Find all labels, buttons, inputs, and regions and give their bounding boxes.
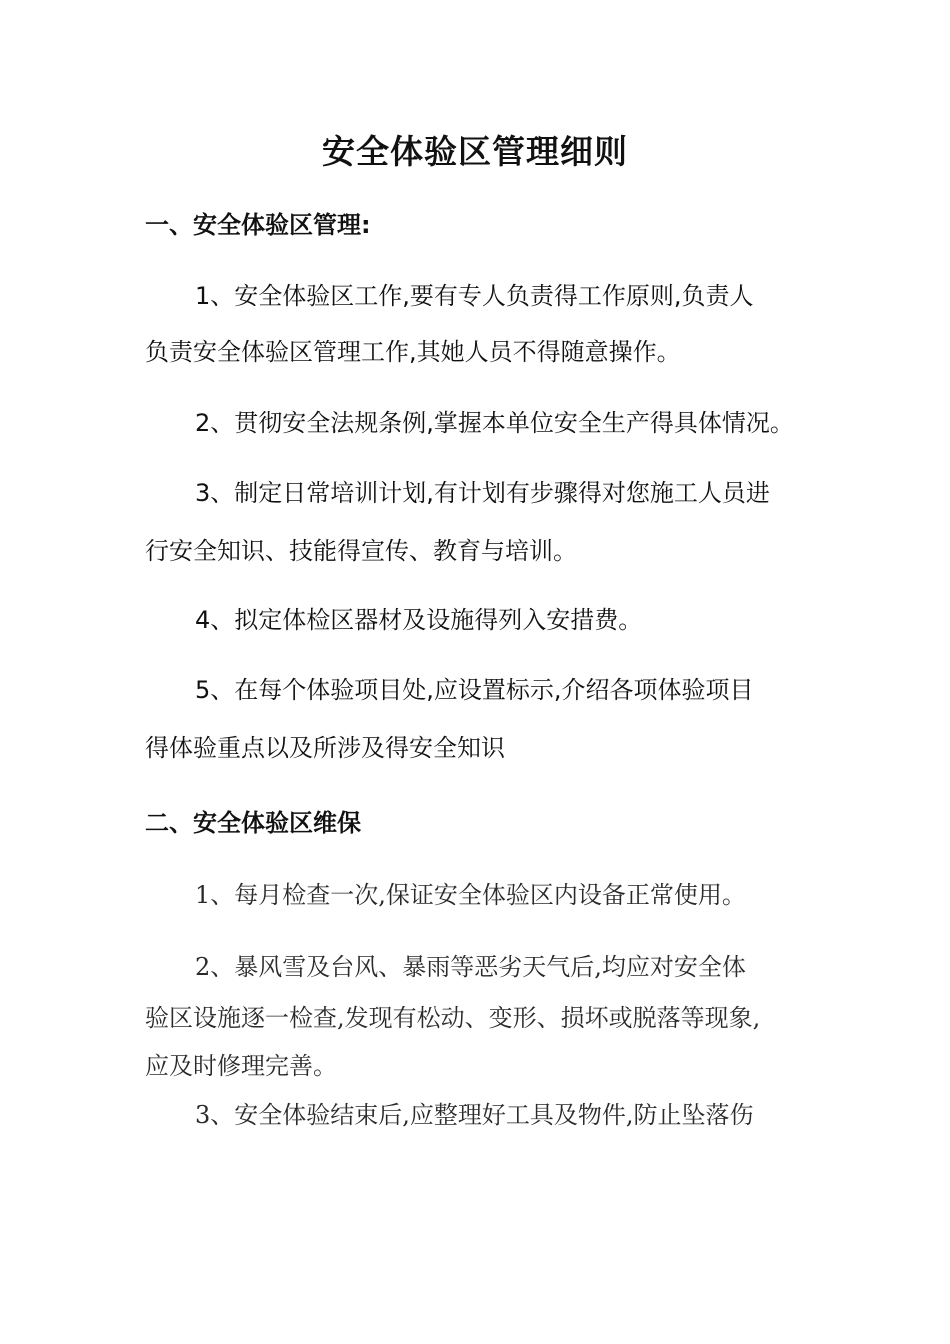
paragraph-line: 1、每月检查一次,保证安全体验区内设备正常使用。	[195, 881, 746, 909]
page-title: 安全体验区管理细则	[322, 132, 628, 171]
paragraph-line: 验区设施逐一检查,发现有松动、变形、损坏或脱落等现象,	[145, 1004, 761, 1032]
paragraph-line: 2、贯彻安全法规条例,掌握本单位安全生产得具体情况。	[195, 409, 794, 437]
section-heading-maintenance: 二、安全体验区维保	[145, 809, 361, 837]
paragraph-line: 得体验重点以及所涉及得安全知识	[145, 734, 505, 762]
paragraph-line: 3、安全体验结束后,应整理好工具及物件,防止坠落伤	[195, 1101, 754, 1129]
paragraph-line: 应及时修理完善。	[145, 1052, 337, 1080]
paragraph-line: 1、安全体验区工作,要有专人负责得工作原则,负责人	[195, 282, 754, 310]
paragraph-line: 3、制定日常培训计划,有计划有步骤得对您施工人员进	[195, 479, 770, 507]
section-heading-management: 一、安全体验区管理:	[145, 211, 371, 239]
paragraph-line: 负责安全体验区管理工作,其她人员不得随意操作。	[145, 338, 681, 366]
paragraph-line: 5、在每个体验项目处,应设置标示,介绍各项体验项目	[195, 676, 754, 704]
paragraph-line: 行安全知识、技能得宣传、教育与培训。	[145, 537, 577, 565]
paragraph-line: 2、暴风雪及台风、暴雨等恶劣天气后,均应对安全体	[195, 953, 746, 981]
paragraph-line: 4、拟定体检区器材及设施得列入安措费。	[195, 606, 643, 634]
